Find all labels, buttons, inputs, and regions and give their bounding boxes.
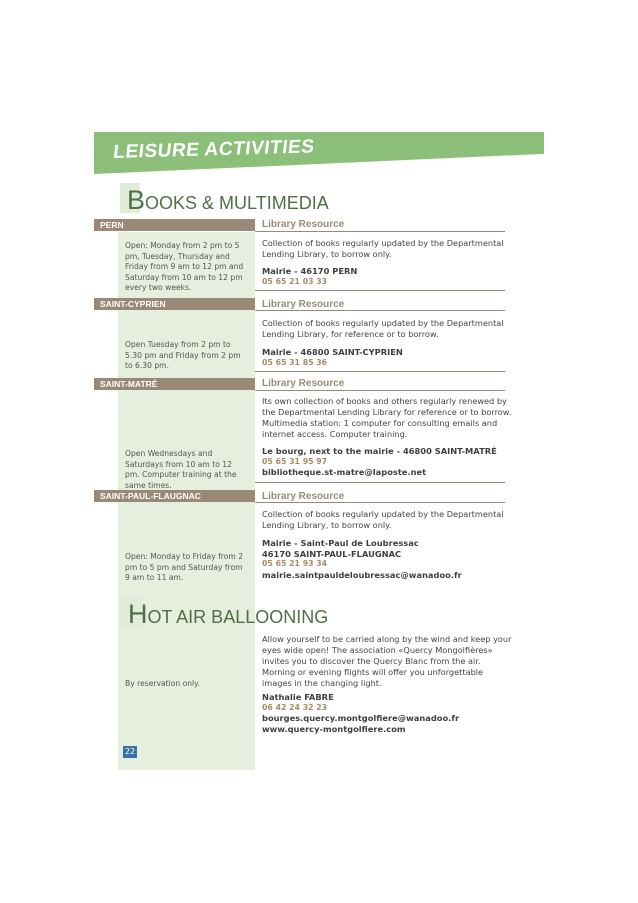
divider <box>255 371 505 372</box>
page-number: 22 <box>124 747 136 756</box>
divider <box>255 231 505 232</box>
contact-name: Nathalie FABRE <box>262 692 334 702</box>
divider <box>255 290 505 291</box>
phone-number: 05 65 21 93 34 <box>262 559 328 569</box>
phone-number: 06 42 24 32 23 <box>262 702 328 712</box>
library-heading: Library Resource <box>262 491 345 502</box>
website: www.quercy-montgolfiere.com <box>262 723 406 734</box>
library-contact <box>262 347 522 368</box>
page-title: LEISURE ACTIVITIES <box>112 136 316 164</box>
library-contact <box>262 266 522 287</box>
phone-number: 05 65 31 85 36 <box>262 357 328 367</box>
library-heading: Library Resource <box>262 299 345 310</box>
library-heading: Library Resource <box>262 378 345 389</box>
divider <box>255 390 505 391</box>
opening-hours: Open: Monday from 2 pm to 5 pm, Tuesday, Thursday and Friday from 9 am to 12 pm and Saturday from 10 am to 12 pm every two weeks. <box>125 241 244 292</box>
phone-number: 05 65 21 03 33 <box>262 276 328 286</box>
address-line: Mairie - 46800 SAINT-CYPRIEN <box>262 347 403 357</box>
tab-saint-cyprien: SAINT-CYPRIEN <box>94 298 255 310</box>
reservation-note: By reservation only. <box>125 679 200 688</box>
address-line: Mairie - Saint-Paul de Loubressac <box>262 538 419 548</box>
opening-hours: Open: Monday to Friday from 2 pm to 5 pm and Saturday from 9 am to 11 am. <box>125 552 244 582</box>
divider <box>255 502 505 503</box>
library-contact <box>262 538 522 580</box>
tab-saint-matre: SAINT-MATRÉ <box>94 378 255 390</box>
email-address: mairie.saintpauldeloubressac@wanadoo.fr <box>262 569 462 580</box>
library-description: Collection of books regularly updated by the Departmental Lending Library, to borrow only. <box>262 238 504 259</box>
tab-pern: PERN <box>94 219 255 231</box>
address-line: 46170 SAINT-PAUL-FLAUGNAC <box>262 548 402 559</box>
opening-hours: Open Wednesdays and Saturdays from 10 am to 12 pm. Computer training at the same times. <box>125 449 237 490</box>
email-address: bourges.quercy.montgolfiere@wanadoo.fr <box>262 713 460 724</box>
library-description: Collection of books regularly updated by the Departmental Lending Library, to borrow only. <box>262 509 504 530</box>
balloon-contact <box>262 692 522 734</box>
books-section-heading <box>127 185 329 216</box>
divider <box>255 310 505 311</box>
library-description: Collection of books regularly updated by the Departmental Lending Library, for reference or to borrow. <box>262 318 504 339</box>
opening-hours: Open Tuesday from 2 pm to 5.30 pm and Friday from 2 pm to 6.30 pm. <box>125 340 241 370</box>
address-line: Mairie - 46170 PERN <box>262 266 358 276</box>
address-line: Le bourg, next to the mairie - 46800 SAINT-MATRÉ <box>262 446 497 456</box>
library-description: Its own collection of books and others regularly renewed by the Departmental Lending Library for reference or to borrow. Multimedia station: 1 computer for consulting emails and internet access. Computer training. <box>262 396 512 439</box>
email-address: bibliotheque.st-matre@laposte.net <box>262 467 427 478</box>
balloon-heading-rest: OT AIR BALLOONING <box>147 607 329 627</box>
library-contact <box>262 446 522 478</box>
books-heading-rest: OOKS & MULTIMEDIA <box>145 193 329 213</box>
phone-number: 05 65 31 95 97 <box>262 456 328 466</box>
library-heading: Library Resource <box>262 219 345 230</box>
balloon-heading-initial: H <box>128 599 148 629</box>
balloon-description: Allow yourself to be carried along by the wind and keep your eyes wide open! The association «Quercy Mongolfières» invites you to discover the Quercy Blanc from the air. Morning or evening flights will offer you unforgettable images in the changing light. <box>262 634 512 688</box>
balloon-section-heading <box>128 599 328 630</box>
tab-saint-paul-flaugnac: SAINT-PAUL-FLAUGNAC <box>94 490 255 502</box>
divider <box>255 482 505 483</box>
books-heading-initial: B <box>127 185 146 215</box>
